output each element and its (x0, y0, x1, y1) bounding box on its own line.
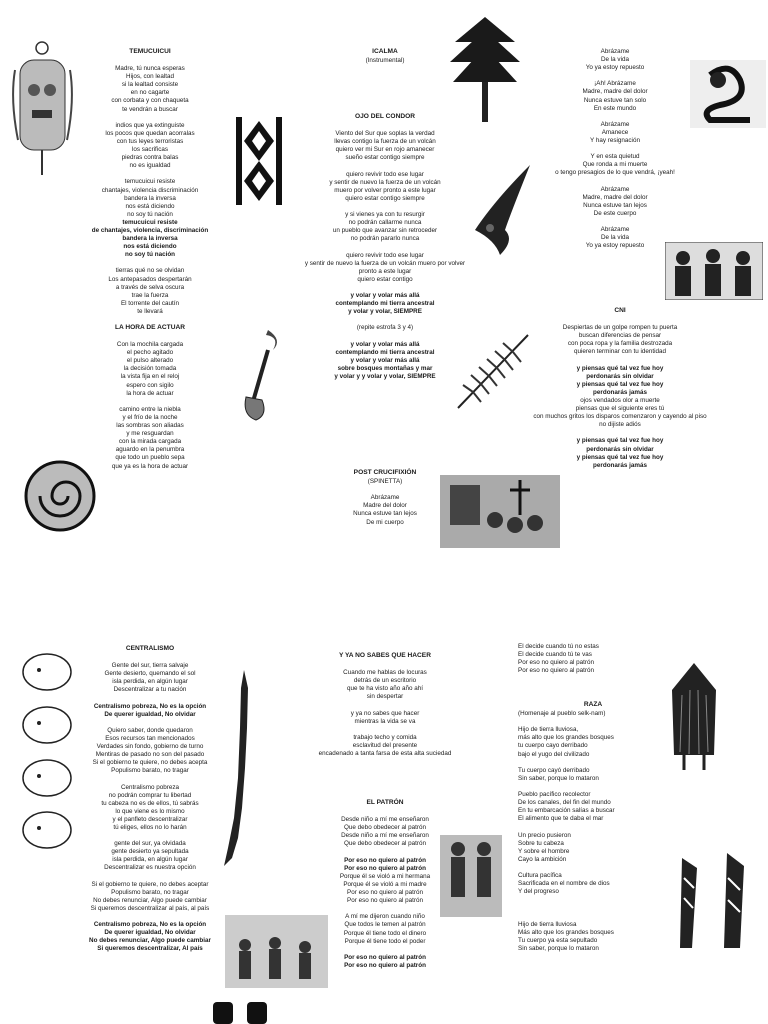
poem-line: En este mundo (593, 104, 637, 112)
poem-subtitle: (Homenaje al pueblo selk-nam) (518, 710, 606, 718)
poem-line (80, 398, 220, 406)
poem-line: sueño estar contigo siempre (345, 154, 425, 162)
poem-line: El decide cuando tú te vas (518, 651, 592, 659)
poem-line (518, 904, 668, 912)
poem-line: Porque él tiene todo el dinero (343, 929, 427, 937)
poem-line: El decide cuando tú no estas (518, 643, 599, 650)
poem-line: trabajo techo y comida (353, 733, 417, 741)
poem-line: que ya es la hora de actuar (111, 462, 189, 470)
poem-line: te llevará (137, 307, 163, 315)
poem-line: Por eso no quiero al patrón (518, 659, 594, 667)
poem-line (300, 808, 470, 816)
poem-line: perdonarás sin olvidar (586, 445, 654, 453)
poem-lines (80, 65, 220, 316)
poem-line: Sin saber, porque lo mataron (518, 944, 599, 952)
poem-line: De mi cuerpo (366, 518, 404, 526)
poem-line: y volar y volar más allá (350, 340, 420, 348)
poem-lines (80, 341, 220, 471)
people-drawing-illustration (665, 242, 763, 300)
poem-ya-no-sabes (300, 652, 470, 758)
poem-line (80, 832, 220, 840)
poem-lines (520, 324, 720, 470)
poem-line: y me resguardan (126, 430, 174, 438)
poem-line: Populismo barato, no tragar (111, 888, 189, 896)
poem-line: quiero revivir todo ese lugar (346, 251, 424, 259)
poem-line: Por eso no quiero al patrón (344, 961, 426, 969)
poem-line: Quiero saber, donde quedaron (107, 726, 193, 734)
poem-line (520, 356, 720, 364)
poem-line (290, 203, 480, 211)
poem-line: Esos recursos tan mencionados (105, 734, 195, 742)
poem-line: Un precio pusieron (518, 831, 571, 839)
selknam-figures-illustration (662, 848, 762, 960)
poem-line: a través de selva oscura (115, 283, 185, 291)
poem-line: Que ronda a mi muerte (582, 161, 648, 169)
poem-line: Cayo la ambición (518, 855, 567, 863)
poem-line: y el frío de la noche (122, 413, 178, 421)
poem-line: perdonarás sin olvidar (586, 372, 654, 380)
poem-line: Cuando me hablas de locuras (343, 669, 427, 677)
poem-line: trae la fuerza (131, 291, 169, 299)
poem-line: quiero estar contigo siempre (345, 194, 425, 202)
poem-line: quieren terminar con tu identidad (573, 348, 667, 356)
poem-line: con poca ropa y la familia destrozada (567, 340, 673, 348)
poem-line: Por eso no quiero al patrón (518, 667, 594, 675)
poem-line (80, 775, 220, 783)
poem-line: En tu embarcación salías a buscar (518, 807, 615, 815)
poem-line: Por eso no quiero al patrón (344, 856, 426, 864)
poem-line (300, 661, 470, 669)
poem-line: nos está diciendo (123, 243, 177, 251)
poem-line: Que todos le temen al patrón (344, 921, 426, 929)
poem-line: lo que viene es lo mismo (115, 807, 185, 815)
poem-line: Por eso no quiero al patrón (344, 864, 426, 872)
poem-line: en no cagarte (130, 89, 170, 97)
poem-line (290, 284, 480, 292)
poem-line: Despiertas de un golpe rompen tu puerta (562, 324, 678, 332)
poem-line: De la vida (600, 56, 629, 64)
poem-line: no podrán comprar tu libertad (108, 791, 192, 799)
poem-line: bajo el yugo del civilizado (518, 750, 590, 758)
poem-line: Con la mochila cargada (116, 341, 184, 349)
poem-line: Yo ya estoy repuesto (585, 242, 645, 250)
poem-line: Por eso no quiero al patrón (344, 953, 426, 961)
poem-line: y piensas qué tal vez fue hoy (576, 453, 664, 461)
poem-line (80, 114, 220, 122)
poem-line: las sombras son aliadas (116, 422, 184, 430)
poem-line: tierras qué no se olvidan (115, 267, 185, 275)
poem-line: pronto a este lugar (358, 267, 412, 275)
poem-lines (290, 130, 480, 381)
poem-line: Si queremos descentralizar al país, al país (90, 904, 210, 912)
poem-line (290, 243, 480, 251)
poem-line: Amanece (601, 128, 629, 136)
poem-line: encadenado a tanta farsa de esta alta suciedad (318, 750, 452, 758)
poem-line: o tengo presagios de lo que vendrá, ¡yeah! (555, 169, 675, 177)
poem-line: tu cuerpo cayo derribado (518, 742, 588, 750)
poem-line (518, 912, 668, 920)
raised-fists-illustration (205, 998, 277, 1024)
poem-line: contemplando mi tierra ancestral (335, 348, 435, 356)
poem-line: la hora de actuar (126, 389, 174, 397)
poem-line (80, 170, 220, 178)
poem-line (300, 702, 470, 710)
poem-line: Los antepasados despertarán (108, 275, 192, 283)
poem-line: Descentralizar a tu nación (113, 686, 187, 694)
poem-title: LA HORA DE ACTUAR (115, 324, 185, 331)
chile-map-illustration (214, 668, 264, 868)
poem-line: bandera la inversa (122, 235, 178, 243)
poem-line: Abrázame (600, 185, 630, 193)
poem-line: quiero estar contigo (357, 275, 413, 283)
poem-line: De los canales, del fin del mundo (518, 799, 611, 807)
poem-line: los sacrificas (131, 146, 169, 154)
poem-line: Porque él se violó a mi madre (343, 880, 427, 888)
poem-line (545, 178, 685, 186)
poem-line: Abrázame (600, 226, 630, 234)
poem-line: con muchos gritos los disparos comenzaron y cayendo al piso (533, 413, 707, 421)
poem-line: Madre, tú nunca esperas (115, 65, 185, 73)
poem-line: aguardo en la penumbra (115, 446, 185, 454)
poem-title: OJO DEL CONDOR (355, 113, 415, 120)
poem-line: si la lealtad consiste (121, 81, 179, 89)
poem-subtitle: (Instrumental) (365, 57, 405, 65)
poem-line (518, 864, 668, 872)
poem-line: Descentralizar es nuestra opción (104, 864, 196, 872)
poem-line: Por eso no quiero al patrón (347, 889, 423, 897)
poem-line: Nunca estuve tan solo (583, 96, 647, 104)
poem-line: De este cuerpo (593, 209, 637, 217)
poem-line: Sobre tu cabeza (518, 839, 564, 847)
condor-illustration (470, 160, 532, 260)
poem-line: quiero revivir todo ese lugar (346, 170, 424, 178)
poem-line: y el panfleto descentralizar (112, 815, 188, 823)
poem-line: no es igualdad (129, 162, 171, 170)
araucaria-tree-illustration (445, 12, 525, 122)
poem-line: indios que ya extinguiste (115, 121, 185, 129)
poem-title: TEMUCUICUI (129, 48, 171, 55)
poem-line: que te ha visto año año ahí (347, 685, 423, 693)
poem-line: el pulso alterado (126, 357, 174, 365)
poem-line: con tus leyes terroristas (116, 137, 184, 145)
poem-line: Nunca estuve tan lejos (583, 201, 647, 209)
poem-line: de chantajes, violencia, discriminación (91, 226, 209, 234)
poem-line: Centralismo pobreza, No es la opción (93, 702, 207, 710)
poem-line: perdonarás jamás (593, 388, 647, 396)
spiral-creature-illustration (20, 450, 98, 538)
poem-title: Y YA NO SABES QUE HACER (339, 652, 431, 659)
poem-line: Populismo barato, no tragar (111, 767, 189, 775)
poem-line: Centralismo pobreza, No es la opción (93, 921, 207, 929)
poem-line: no podrán callarme nunca (348, 219, 422, 227)
poem-line: el pecho agitado (126, 349, 174, 357)
poem-line: y ya no sabes que hacer (350, 709, 420, 717)
historical-scene-illustration (225, 915, 328, 988)
poem-line (518, 823, 668, 831)
poem-lines (518, 643, 658, 675)
fern-leaf-illustration (453, 330, 533, 412)
poem-line: gente desierto ya sepultada (111, 848, 189, 856)
poem-cni (520, 307, 720, 470)
poem-line: y volar y volar más allá (350, 356, 420, 364)
poem-line: Yo ya estoy repuesto (585, 64, 645, 72)
poem-line: espero con sigilo (126, 381, 174, 389)
poem-line: No debes renunciar, Algo puede cambiar (93, 896, 207, 904)
poem-title: CENTRALISMO (125, 645, 175, 652)
poem-line: camino entre la niebla (119, 405, 181, 413)
poem-line: Hijos, con lealtad (126, 73, 174, 81)
poem-line: Por eso no quiero al patrón (347, 897, 423, 905)
caricature-faces-illustration (15, 650, 77, 855)
poem-line: y sentir de nuevo la fuerza de un volcán muero por volver (304, 259, 466, 267)
serpent-illustration (690, 60, 766, 128)
poem-line: contemplando mi tierra ancestral (335, 300, 435, 308)
poem-line (290, 332, 480, 340)
poem-line: y volar y volar más allá (350, 291, 420, 299)
poem-line: Madre, madre del dolor (582, 193, 648, 201)
poem-line (520, 429, 720, 437)
poem-title: EL PATRÓN (366, 799, 404, 806)
poem-line (518, 896, 668, 904)
poem-line: Que debo obedecer al patrón (344, 824, 426, 832)
poem-line: y piensas qué tal vez fue hoy (576, 380, 664, 388)
poem-patron-continued (518, 643, 658, 675)
poem-line: mientras la vida se va (354, 717, 416, 725)
poem-line (80, 873, 220, 881)
poem-line: No debes renunciar, Algo puede cambiar (89, 937, 211, 945)
poem-line: Y hay resignación (590, 137, 640, 145)
poem-line: Si queremos descentralizar, Al país (97, 945, 203, 953)
poem-line: Cultura pacífica (518, 871, 562, 879)
poem-line: De querer igualdad, No olvidar (104, 710, 196, 718)
poem-line (290, 316, 480, 324)
poem-line (545, 145, 685, 153)
poem-line: Madre, madre del dolor (582, 88, 648, 96)
poem-line: Abrázame (600, 120, 630, 128)
poem-title: CNI (614, 307, 626, 314)
poem-line: más alto que los grandes bosques (518, 734, 614, 742)
poem-line: y piensas qué tal vez fue hoy (576, 437, 664, 445)
poem-line: con corbata y con chaqueta (111, 97, 189, 105)
poem-centralismo (80, 645, 220, 953)
poem-line: que todo un pueblo sepa (115, 454, 185, 462)
poem-line: muero por volver pronto a este lugar (334, 186, 436, 194)
poem-line: Y sobre el hombre (518, 847, 570, 855)
poem-title: RAZA (583, 701, 603, 708)
poem-line: bandera la inversa (124, 194, 176, 202)
poem-line (80, 694, 220, 702)
poem-line: De la vida (600, 234, 629, 242)
poem-lines (300, 661, 470, 758)
poem-line: y si vienes ya con tu resurgir (345, 211, 425, 219)
poem-line: llevas contigo la fuerza de un volcán (334, 138, 436, 146)
poem-line: sobre bosques montañas y mar (337, 364, 433, 372)
poem-line: Sacrificada en el nombre de dios (518, 880, 610, 888)
poem-temucuicui (80, 48, 220, 471)
poem-line: y sentir de nuevo la fuerza de un volcán (329, 178, 441, 186)
poem-line: isla perdida, en algún lugar (112, 856, 188, 864)
poem-lines (545, 48, 685, 250)
poem-line: ojos vendados olor a muerte (580, 396, 660, 404)
poem-line: con la mirada cargada (118, 438, 182, 446)
poem-line: piensas que el siguiente eres tú (575, 405, 665, 413)
poem-line: nos está diciendo (125, 202, 175, 210)
poem-line: Tu cuerpo cayó derribado (518, 766, 590, 774)
poem-line: un pueblo que avanzar sin retroceder (332, 227, 438, 235)
textile-pattern-illustration (236, 117, 282, 205)
hooded-figure-illustration (668, 660, 720, 773)
poem-line (545, 113, 685, 121)
poem-line (80, 913, 220, 921)
poem-lines (80, 662, 220, 953)
poem-line: Hijo de tierra lluviosa (518, 920, 577, 928)
poem-line: no soy tú nación (127, 210, 173, 218)
poem-line (300, 726, 470, 734)
crucifixion-scene-illustration (440, 475, 560, 548)
poem-line: Gente desierto, quemando el sol (104, 670, 196, 678)
poem-line: te vendrán a buscar (122, 105, 178, 113)
indigenous-men-photo (440, 835, 502, 917)
poem-line: Gente del sur, tierra salvaje (111, 662, 189, 670)
poem-line (518, 718, 668, 726)
poem-raza (518, 701, 668, 953)
poem-line: temucuicui resiste (124, 178, 176, 186)
poem-line: Sin saber, porque lo mataron (518, 774, 599, 782)
poem-line: y piensas qué tal vez fue hoy (576, 364, 664, 372)
poem-line: no podrán pararlo nunca (350, 235, 420, 243)
poem-line: Porque él se violó a mi hermana (339, 872, 431, 880)
ornament-illustration (10, 40, 75, 180)
poem-line: Verdades sin fondo, gobierno de turno (96, 743, 204, 751)
poem-line: buscan diferencias de pensar (578, 332, 662, 340)
poem-line: y volar y y volar y volar, SIEMPRE (334, 372, 436, 380)
poem-line: Desde niño a mí me enseñaron (341, 832, 429, 840)
poem-line: esclavitud del presente (352, 742, 418, 750)
poem-line (80, 719, 220, 727)
poem-ojo-del-condor (290, 113, 480, 381)
poem-line: isla perdida, en algún lugar (112, 678, 188, 686)
poem-line: Viento del Sur que soplas la verdad (335, 130, 435, 138)
poem-line: tu cabeza no es de ellos, tú sabrás (101, 799, 199, 807)
poem-line: Y en esta quietud (590, 153, 640, 161)
poem-line: De querer igualdad, No olvidar (104, 929, 196, 937)
poem-line: los pocos que quedan acorralas (105, 129, 195, 137)
poem-line: sin despertar (366, 693, 404, 701)
poem-line: Más alto que los grandes bosques (518, 928, 614, 936)
poem-line: gente del sur, ya olvidada (114, 840, 186, 848)
poem-line: Abrázame (370, 494, 400, 502)
poem-abrazame (545, 48, 685, 250)
poem-line: Tu cuerpo ya esta sepultado (518, 936, 598, 944)
torch-hand-illustration (238, 325, 286, 423)
poem-title: ICALMA (372, 48, 398, 55)
poem-line: Y del progreso (518, 888, 559, 896)
poem-line (80, 259, 220, 267)
poem-line: El alimento que te daba el mar (518, 815, 604, 823)
poem-line: (repite estrofa 3 y 4) (356, 324, 414, 332)
poem-line: Centralismo pobreza (120, 783, 180, 791)
poem-title: POST CRUCIFIXIÓN (353, 469, 417, 476)
poem-lines (518, 718, 668, 953)
poem-line: chantajes, violencia discriminación (101, 186, 199, 194)
poem-line (545, 72, 685, 80)
poem-line: la vista fija en el reloj (120, 373, 180, 381)
poem-line: Que debo obedecer al patrón (344, 840, 426, 848)
poem-line: Si el gobierno te quiere, no debes acepta (92, 759, 208, 767)
poem-line (518, 759, 668, 767)
poem-line: y volar y volar, SIEMPRE (348, 308, 422, 316)
poem-line: A mí me dijeron cuando niño (345, 913, 425, 921)
poem-subtitle: (SPINETTA) (367, 478, 403, 486)
poem-line: perdonarás jamás (593, 461, 647, 469)
poem-line: Pueblo pacífico recolector (518, 791, 591, 799)
poem-line: piedras contra balas (121, 154, 179, 162)
poem-line: Madre del dolor (363, 502, 407, 510)
poem-line: Desde niño a mí me enseñaron (341, 816, 429, 824)
poem-line: Abrázame (600, 48, 630, 55)
poem-line: Hijo de tierra lluviosa, (518, 726, 579, 734)
poem-line: ¡Ah! Abrázame (594, 80, 636, 88)
poem-line: Nunca estuve tan lejos (353, 510, 417, 518)
poem-line (545, 218, 685, 226)
poem-line: Porque él tiene todo el poder (344, 937, 426, 945)
poem-line (290, 162, 480, 170)
poem-line: no dijiste adiós (599, 421, 641, 429)
poem-line: Mentiras de pasado no son del pasado (95, 751, 205, 759)
poem-line: no soy tú nación (124, 251, 176, 259)
poem-line: la decisión tomada (123, 365, 177, 373)
poem-line: tú eliges, ellos no lo harán (113, 823, 187, 831)
poem-line: detrás de un escritorio (353, 677, 417, 685)
poem-line: El torrente del cautín (120, 299, 180, 307)
poem-line: Si el gobierno te quiere, no debes aceptar (91, 880, 209, 888)
poem-line: temucuicui resiste (122, 218, 178, 226)
poem-line (518, 783, 668, 791)
poem-line: quiero ver mi Sur en rojo amanecer (335, 146, 435, 154)
